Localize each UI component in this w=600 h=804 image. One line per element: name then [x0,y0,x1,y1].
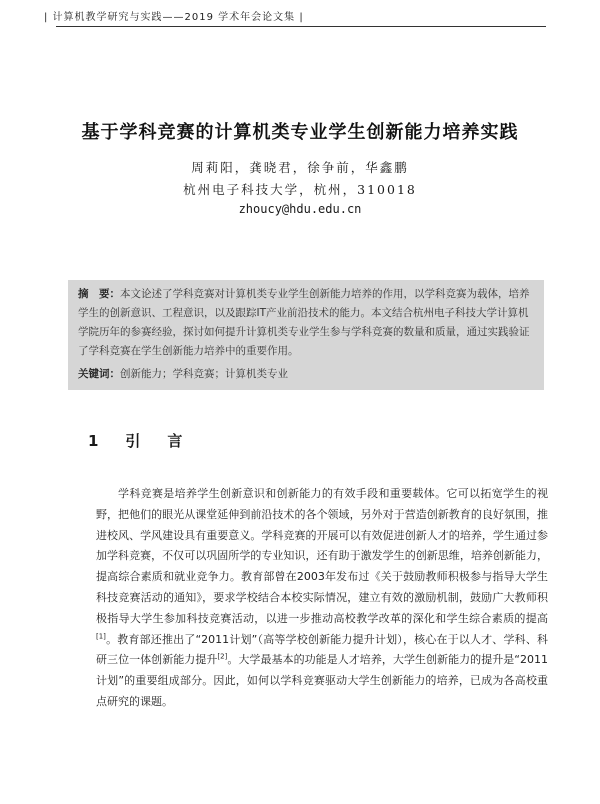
abstract-text: 本文论述了学科竞赛对计算机类专业学生创新能力培养的作用，以学科竞赛为载体，培养学生的创新意识、工程意识，以及跟踪IT产业前沿技术的能力。本文结合杭州电子科技大学计算机学院历年的参赛经验，探讨如何提升计算机类专业学生参与学科竞赛的数量和质量，通过实践验证了学科竞赛在学生创新能力培养中的重要作用。 [78,288,530,357]
intro-text-1: 学科竞赛是培养学生创新意识和创新能力的有效手段和重要载体。它可以拓宽学生的视野，把他们的眼光从课堂延伸到前沿技术的各个领域，另外对于营造创新教育的良好氛围，推进校风、学风建设具有重要意义。学科竞赛的开展可以有效促进创新人才的培养，学生通过参加学科竞赛，不仅可以巩固所学的专业知识，还有助于激发学生的创新思维，培养创新能力，提高综合素质和就业竞争力。教育部曾在2003年发布过《关于鼓励教师积极参与指导大学生科技竞赛活动的通知》，要求学校结合本校实际情况，建立有效的激励机制，鼓励广大教师积极指导大学生参加科技竞赛活动，以进一步推动高校教学改革的深化和学生综合素质的提高 [96,487,548,625]
author-email[interactable]: zhoucy@hdu.edu.cn [238,202,362,216]
intro-text-3: 。大学最基本的功能是人才培养，大学生创新能力的提升是“2011计划”的重要组成部分。因此，如何以学科竞赛驱动大学生创新能力的培养，已成为各高校重点研究的课题。 [96,653,548,708]
running-header: | 计算机教学研究与实践——2019 学术年会论文集 | [44,12,304,23]
header-divider [56,26,546,27]
abstract-box [68,280,544,390]
keywords-line [78,365,534,384]
author-list: 周莉阳，龚晓君，徐争前，华鑫鹏 [191,160,409,175]
section-heading: 1 引 言 [88,432,189,450]
intro-text-2: 。教育部还推出了“2011计划”（高等学校创新能力提升计划），核心在于以人才、学科、科研三位一体创新能力提升 [96,632,548,667]
citation-2[interactable]: [2] [217,652,228,661]
keywords-text: 创新能力；学科竞赛；计算机类专业 [120,368,288,380]
paper-title: 基于学科竞赛的计算机类专业学生创新能力培养实践 [81,122,519,143]
abstract-label: 摘 要： [78,288,120,300]
body-text [96,484,548,713]
intro-paragraph [96,484,548,713]
affiliation: 杭州电子科技大学，杭州，310018 [183,182,417,197]
keywords-label: 关键词： [78,368,120,380]
citation-1[interactable]: [1] [96,631,106,640]
abstract-paragraph [78,285,534,361]
